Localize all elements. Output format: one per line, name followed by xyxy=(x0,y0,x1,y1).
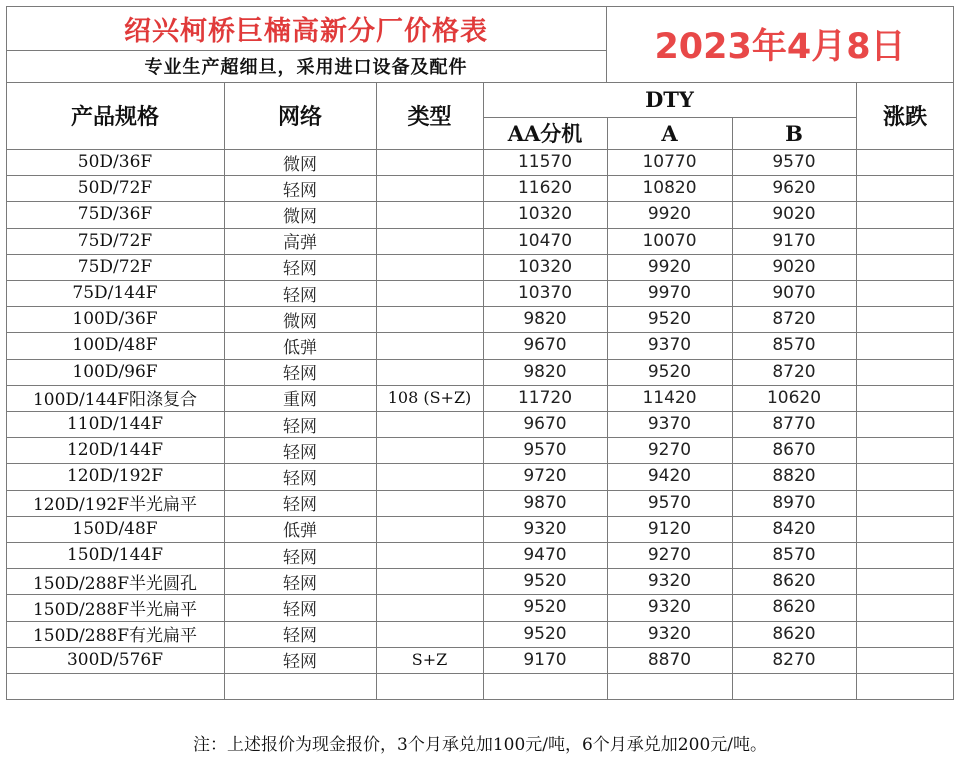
cell-b: 9570 xyxy=(772,152,816,173)
cell-chg xyxy=(856,228,954,254)
grid-line xyxy=(6,516,954,517)
cell-type xyxy=(376,201,483,227)
grid-line xyxy=(6,385,954,386)
cell-type xyxy=(376,280,483,306)
cell-type xyxy=(376,490,483,516)
page-title: 绍兴柯桥巨楠高新分厂价格表 xyxy=(124,15,488,47)
grid-line xyxy=(6,254,954,255)
cell-net: 微网 xyxy=(283,154,317,175)
cell-a: 9920 xyxy=(647,204,692,225)
cell-aa: 9870 xyxy=(523,492,567,513)
cell-type xyxy=(376,359,483,385)
cell-chg xyxy=(856,254,954,280)
cell-aa: 9520 xyxy=(523,623,567,644)
cell-type: 108 (S+Z) xyxy=(387,388,472,408)
cell-type xyxy=(376,673,483,699)
cell-aa: 11720 xyxy=(517,387,573,408)
cell-net: 轻网 xyxy=(283,599,317,620)
cell-type xyxy=(376,254,483,280)
header-a: A xyxy=(661,120,678,146)
cell-type xyxy=(376,594,483,620)
cell-aa: 9520 xyxy=(523,571,567,592)
cell-chg xyxy=(856,332,954,358)
grid-line xyxy=(6,463,954,464)
cell-chg xyxy=(856,568,954,594)
cell-a: 10770 xyxy=(642,152,697,173)
cell-net xyxy=(224,673,376,699)
cell-aa: 9470 xyxy=(523,545,567,566)
cell-net: 轻网 xyxy=(283,573,317,594)
cell-spec: 75D/36F xyxy=(77,204,153,225)
grid-line xyxy=(6,82,954,83)
cell-chg xyxy=(856,359,954,385)
cell-spec: 150D/288F半光圆孔 xyxy=(32,573,198,594)
cell-spec: 50D/72F xyxy=(77,178,153,199)
cell-a: 9120 xyxy=(647,518,692,539)
cell-a: 9270 xyxy=(647,440,692,461)
cell-a: 10070 xyxy=(642,230,697,251)
cell-spec: 100D/36F xyxy=(72,309,158,330)
cell-a: 11420 xyxy=(642,387,697,408)
header-change: 涨跌 xyxy=(882,104,927,130)
cell-aa: 9670 xyxy=(523,414,567,435)
grid-line xyxy=(6,306,954,307)
grid-line xyxy=(6,411,954,412)
header-b: B xyxy=(785,120,803,146)
cell-b: 8620 xyxy=(772,597,816,618)
header-network: 网络 xyxy=(277,104,322,130)
cell-net: 轻网 xyxy=(283,285,317,306)
cell-a: 9370 xyxy=(647,414,692,435)
cell-chg xyxy=(856,490,954,516)
cell-a: 9570 xyxy=(647,492,692,513)
cell-spec: 75D/72F xyxy=(77,230,153,251)
cell-b xyxy=(732,673,856,699)
grid-line xyxy=(6,359,954,360)
cell-aa xyxy=(483,673,607,699)
cell-b: 8620 xyxy=(772,571,816,592)
grid-line xyxy=(953,6,954,700)
cell-spec xyxy=(6,673,224,699)
cell-type xyxy=(376,175,483,201)
cell-spec: 75D/72F xyxy=(77,256,153,277)
cell-chg xyxy=(856,280,954,306)
cell-aa: 11620 xyxy=(517,178,573,199)
cell-a: 9520 xyxy=(647,361,692,382)
cell-net: 轻网 xyxy=(283,652,317,673)
cell-spec: 120D/192F xyxy=(66,466,164,487)
cell-chg xyxy=(856,175,954,201)
cell-aa: 9820 xyxy=(523,361,567,382)
cell-spec: 300D/576F xyxy=(66,649,164,670)
cell-net: 重网 xyxy=(283,390,317,411)
cell-spec: 150D/288F有光扁平 xyxy=(32,626,198,647)
cell-chg xyxy=(856,516,954,542)
cell-b: 8570 xyxy=(772,335,816,356)
cell-net: 轻网 xyxy=(283,547,317,568)
cell-spec: 120D/192F半光扁平 xyxy=(32,495,198,516)
cell-type xyxy=(376,149,483,175)
cell-chg xyxy=(856,149,954,175)
grid-line xyxy=(6,149,954,150)
cell-aa: 9570 xyxy=(523,440,567,461)
cell-spec: 50D/36F xyxy=(77,152,153,173)
cell-net: 轻网 xyxy=(283,416,317,437)
grid-line xyxy=(6,280,954,281)
header-spec: 产品规格 xyxy=(70,104,159,130)
cell-b: 9620 xyxy=(772,178,816,199)
cell-chg xyxy=(856,437,954,463)
grid-line xyxy=(483,117,857,118)
grid-line xyxy=(6,621,954,622)
cell-aa: 9520 xyxy=(523,597,567,618)
cell-b: 8720 xyxy=(772,361,816,382)
cell-a: 9270 xyxy=(647,545,692,566)
cell-aa: 10320 xyxy=(517,256,573,277)
cell-net: 轻网 xyxy=(283,468,317,489)
cell-b: 8770 xyxy=(772,414,816,435)
cell-type: S+Z xyxy=(411,650,448,670)
header-dty: DTY xyxy=(645,87,694,112)
cell-b: 9020 xyxy=(772,204,816,225)
cell-spec: 150D/48F xyxy=(72,518,158,539)
cell-b: 8820 xyxy=(772,466,816,487)
cell-aa: 10320 xyxy=(517,204,573,225)
grid-line xyxy=(6,228,954,229)
cell-aa: 11570 xyxy=(517,152,573,173)
cell-a: 9420 xyxy=(647,466,692,487)
cell-b: 9170 xyxy=(772,230,816,251)
cell-aa: 9320 xyxy=(523,518,567,539)
cell-b: 9020 xyxy=(772,256,816,277)
cell-b: 10620 xyxy=(766,387,822,408)
grid-line xyxy=(6,673,954,674)
cell-spec: 100D/48F xyxy=(72,335,158,356)
grid-line xyxy=(6,50,607,51)
grid-line xyxy=(6,332,954,333)
cell-chg xyxy=(856,594,954,620)
cell-b: 8670 xyxy=(772,440,816,461)
cell-a: 9970 xyxy=(647,283,692,304)
footer-note: 注：上述报价为现金报价，3个月承兑加100元/吨，6个月承兑加200元/吨。 xyxy=(193,735,767,755)
page-subtitle: 专业生产超细旦，采用进口设备及配件 xyxy=(144,57,468,78)
cell-a xyxy=(607,673,732,699)
cell-chg xyxy=(856,201,954,227)
grid-line xyxy=(732,117,733,700)
cell-type xyxy=(376,542,483,568)
grid-line xyxy=(6,490,954,491)
cell-net: 微网 xyxy=(283,311,317,332)
cell-b: 8420 xyxy=(772,518,816,539)
cell-spec: 110D/144F xyxy=(66,414,164,435)
cell-net: 微网 xyxy=(283,206,317,227)
cell-type xyxy=(376,568,483,594)
cell-spec: 75D/144F xyxy=(72,283,158,304)
cell-spec: 150D/288F半光扁平 xyxy=(32,599,198,620)
cell-a: 9320 xyxy=(647,623,692,644)
cell-type xyxy=(376,306,483,332)
grid-line xyxy=(606,6,607,83)
cell-chg xyxy=(856,647,954,673)
cell-spec: 100D/96F xyxy=(72,361,158,382)
cell-type xyxy=(376,411,483,437)
grid-line xyxy=(6,568,954,569)
cell-aa: 9820 xyxy=(523,309,567,330)
cell-type xyxy=(376,332,483,358)
cell-type xyxy=(376,516,483,542)
cell-aa: 9720 xyxy=(523,466,567,487)
cell-net: 低弹 xyxy=(283,337,317,358)
cell-b: 8270 xyxy=(772,649,816,670)
header-type: 类型 xyxy=(407,104,452,130)
cell-type xyxy=(376,228,483,254)
header-aa: AA分机 xyxy=(507,121,583,146)
cell-chg xyxy=(856,673,954,699)
cell-b: 8570 xyxy=(772,545,816,566)
cell-aa: 9670 xyxy=(523,335,567,356)
grid-line xyxy=(6,647,954,648)
cell-net: 轻网 xyxy=(283,259,317,280)
cell-a: 8870 xyxy=(647,649,692,670)
date-label: 2023年4月8日 xyxy=(654,27,906,67)
cell-chg xyxy=(856,385,954,411)
grid-line xyxy=(6,699,954,700)
cell-net: 轻网 xyxy=(283,442,317,463)
grid-line xyxy=(6,201,954,202)
cell-aa: 9170 xyxy=(523,649,567,670)
cell-chg xyxy=(856,411,954,437)
cell-b: 8620 xyxy=(772,623,816,644)
cell-chg xyxy=(856,542,954,568)
cell-net: 轻网 xyxy=(283,180,317,201)
cell-a: 10820 xyxy=(642,178,697,199)
cell-a: 9320 xyxy=(647,571,692,592)
cell-chg xyxy=(856,621,954,647)
cell-type xyxy=(376,437,483,463)
cell-a: 9370 xyxy=(647,335,692,356)
cell-a: 9320 xyxy=(647,597,692,618)
cell-net: 轻网 xyxy=(283,626,317,647)
grid-line xyxy=(6,6,954,7)
cell-spec: 120D/144F xyxy=(66,440,164,461)
cell-chg xyxy=(856,306,954,332)
cell-net: 轻网 xyxy=(283,364,317,385)
grid-line xyxy=(6,594,954,595)
grid-line xyxy=(607,117,608,700)
grid-line xyxy=(6,175,954,176)
grid-line xyxy=(6,437,954,438)
cell-b: 9070 xyxy=(772,283,816,304)
cell-type xyxy=(376,621,483,647)
cell-spec: 150D/144F xyxy=(66,545,164,566)
cell-b: 8970 xyxy=(772,492,816,513)
cell-net: 低弹 xyxy=(283,521,317,542)
cell-net: 高弹 xyxy=(283,233,317,254)
grid-line xyxy=(6,6,7,700)
cell-net: 轻网 xyxy=(283,495,317,516)
cell-spec: 100D/144F阳涤复合 xyxy=(32,390,198,411)
cell-aa: 10470 xyxy=(517,230,573,251)
price-table xyxy=(6,6,954,698)
cell-chg xyxy=(856,463,954,489)
cell-a: 9520 xyxy=(647,309,692,330)
cell-a: 9920 xyxy=(647,256,692,277)
cell-b: 8720 xyxy=(772,309,816,330)
cell-aa: 10370 xyxy=(517,283,573,304)
cell-type xyxy=(376,463,483,489)
grid-line xyxy=(6,542,954,543)
